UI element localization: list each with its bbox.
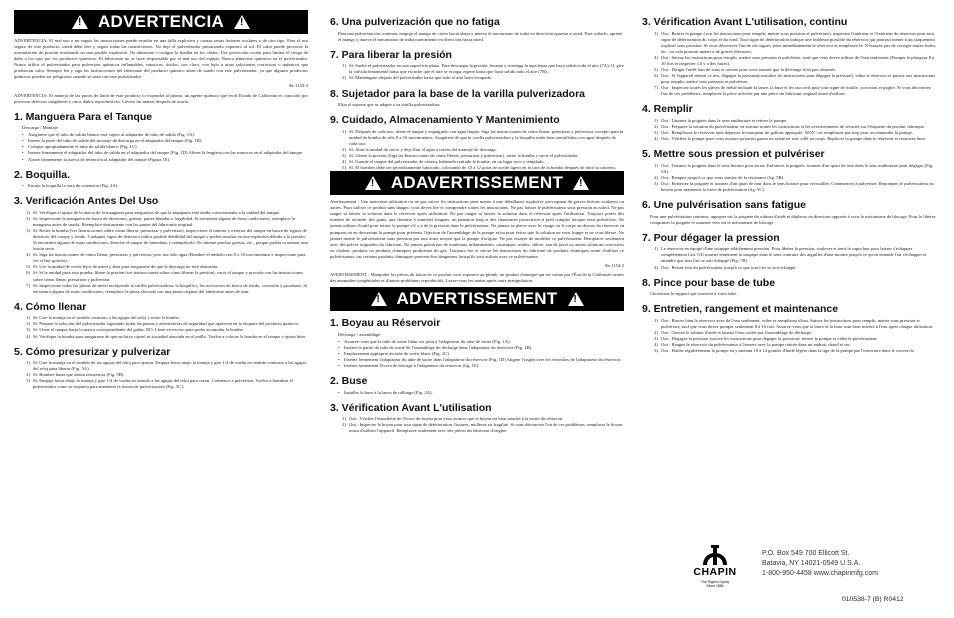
step-text: Sí: Manténgase alejado del pulverizador hasta que todo el aire haya escapado. [349,75,493,81]
step-number: 5) [342,165,346,171]
section-heading: 1. Manguera Para el Tanque [14,110,153,123]
step-item [650,136,938,142]
address-line-3: 1-800-950-4458 www.chapinmfg.com [762,570,878,578]
step-number: 4) [26,333,30,339]
section-heading: 1. Boyau au Réservoir [330,317,441,329]
step-number: 1) [26,209,30,215]
section-heading: 8. Sujetador para la base de la varilla pulverizadora [330,87,586,100]
step-number: 2) [654,329,658,335]
section-heading: 8. Pince pour base de tube [642,276,776,289]
step-number: 2) [26,321,30,327]
document-number: 010538-7 (B) R0412 [842,596,904,603]
step-item [650,55,938,67]
step-text: Oui : Ouvrez le robinet d'arrêt et laissez l'eau couler par l'assemblage de décharge. [661,329,813,335]
step-item [22,270,308,282]
section-heading: 9. Cuidado, Almacenamiento Y Mantenimiento [330,114,560,127]
step-number: 1) [654,317,658,323]
step-text: Oui : Pompez jusqu'à ce que vous sentiez de la résistance (fig. 5B). [661,174,785,180]
step-text: Oui : Remplissez le réservoir sans dépasser le marqueur de gallons approprié. NON : ne remplissez pas trop pour accommoder la pompe. [661,130,913,135]
bullet-item: • Insérez fermement l'adaptateur du tube de sortie dans l'adaptateur du réservoir (Fig. 1D) Aligner l'onglet avec les encoches de l'adaptateur du réservoir. [338,357,624,363]
bullet-list [22,183,308,189]
section-heading: 5. Mettre sous pression et pulvériser [642,148,825,161]
step-list [338,416,624,434]
step-item [338,75,624,81]
step-number: 3) [26,228,30,234]
section-heading: 6. Una pulverización que no fatiga [330,16,500,28]
step-list [338,129,624,171]
step-item [650,348,938,354]
step-item [650,73,938,85]
step-item [650,265,938,271]
section-text: Pour une pulvérisation continue, appuyez sur la poignée du robinet d'arrêt et déplacez en direction opposée à vous le mécanisme de blocage. Pour le libérer, comprimer la poignée et ramener vers soi le mécanisme de blocage. [650,213,937,225]
section-heading: 5. Cómo presurizar y pulverizar [14,345,171,358]
step-item [650,31,938,55]
logo-tagline: The Right to Spray [700,579,730,584]
step-text: Sí: Inspeccione todas las piezas de metal incluyendo la varilla pulverizadora, la boquilla y los accesorios en busca de óxido, corrosión y picaduras. Si encuentra alguna de estas condiciones, reemplace la pieza afectada con una pieza original del fabricante antes de usar. [33,282,308,294]
step-list [338,63,624,81]
step-text: Sí: El bombeo debe ser periódicamente lubricado, colocando de 10 a 12 gotas de aceite ligero en la cara de la bomba después de abrir la cubierta. [349,165,616,171]
exclamation-glyph: ! [370,178,375,190]
section-heading: 2. Buse [330,374,368,387]
step-text: Sí: Verifique la bomba para asegurarse de que no haya cópsel ni suciedad atascada en el anillo. Vuelva a colocar la bomba en el tanque y ajuste bien. [33,333,306,339]
step-number: 3) [654,130,658,135]
logo-wordmark: CHAPIN [693,566,737,578]
step-number: 3) [654,180,658,186]
step-list [650,118,938,142]
step-text: Oui : Retirer la pompe (voir les instructions pour remplir, mettre sous pression et pulvériser), inspectez l'intérieur et l'extérieur du réservoir pour tout signe de détérioration du corps et du fond. Tout signe de détérioration indique une faiblesse possible du réservoir qui pourrait mener à un claquement explosif sous pression. Si vous découvrez l'un de ces signes, jetez immédiatement le réservoir et remplacez-le. N'essayez pas de corriger toutes fuites, etc. car cela pourrait mener à de graves blessures. [661,30,937,54]
step-number: 3) [342,153,346,158]
bullet-item: • Encaje la boquilla la vara de extensión (Fig. 2A). [22,183,308,189]
warning-banner-title: ADVERTISSEMENT [396,288,558,308]
warning-banner [330,287,624,311]
section-heading: 6. Une pulvérisation sans fatigue [642,199,806,212]
step-text: Oui : Tournez la poignée dans le sens horaire pour serrer. Enfoncez la poignée, tournez d'un quart de tour dans le sens antihoraire pour dégager (Fig. 5A). [661,162,934,174]
column-middle [330,10,624,434]
step-text: Oui : Suivez les instructions pour remplir, mettre sous pression et pulvériser, sauf que vous devez utiliser de l'eau seulement (Pomper le plongeur 8 à 10 fois et inspecter s'il y a des fuites). [661,54,935,66]
step-text: Sí: Gire la manija en el sentido de las agujas del reloj para ajustar. Empuje hacia abajo la manija y gire 1/4 de vuelta en sentido contrario a las agujas del reloj para liberar (Fig. 5A). [33,360,307,372]
step-text: Sí: Guarde el tanque del pulverizador de cabeza, habiendo retirado la bomba, en un lugar seco y templado. [349,159,545,165]
step-number: 5) [26,264,30,270]
step-item [650,318,938,330]
step-number: 1) [342,416,346,422]
step-number: 2) [26,372,30,378]
warning-banner [14,10,308,34]
step-text: Sí: Siga las instrucciones de cómo llenar, presurizar y pulverizar, pero use sólo agua (Bombee el émbolo con 8 o 10 movimientos e inspeccione para ver si hay goteras). [33,252,306,264]
step-item [22,216,308,228]
step-text: Sí: Libere la presión (Siga las Instrucciones de cómo liberar, presurizar y pulverizar), retire la bomba y vacíe el pulverizador. [349,153,579,158]
step-item [22,228,308,252]
exclamation-glyph: ! [573,294,577,305]
exclamation-glyph: ! [240,17,244,28]
step-text: Oui : Diriger l'arrêt loin de vous et ouvrez pour vous assurer que la décharge n'est pas obstruée. [661,66,837,72]
warning-triangle-icon [573,176,589,190]
step-text: Oui : Dégagez la pression (suivez les instructions pour dégager la pression), retirez la pompe et videz le pulvérisateur. [661,336,878,342]
step-number: 1) [342,63,346,69]
step-number: 1) [654,117,658,123]
step-list [22,360,308,390]
step-number: 5) [654,66,658,72]
step-list [650,31,938,98]
section-heading: 3. Vérification Avant L'utilisation [330,401,492,414]
section-lead: Décharge / assemblage [338,331,381,337]
step-text: Sí: Llene el tanque hasta la marca correspondiente del galón. NO: Llene en exceso para poder acomodar la bomba. [33,327,244,333]
bullet-item: • Installer la buse à la lance de rallonge (Fig. 2A). [338,390,624,396]
step-text: Oui : Vérifier l'étanchéité de l'écrou du boyau pour vous assurer que le boyau est bien attaché à la sortie du réservoir. [349,416,564,422]
step-number: 2) [654,264,658,270]
exclamation-glyph: ! [77,17,82,28]
section-heading: 9. Entretien, rangement et maintenance [642,303,839,316]
column-french [642,10,938,354]
exclamation-glyph: ! [579,178,583,190]
step-number: 1) [26,360,30,366]
bullet-item: • Assurez-vous que le tube de sortie blanc est joint à l'adaptateur du tube de sortie (Fig. 1A). [338,339,624,345]
step-text: Sí: Si la unidad pasa esta prueba, libere la presión (ver instrucciones sobre cómo liberar la presión), vacíe el tanque y proceda con las instrucciones sobre cómo llenar, presurizar y pulverizar. [33,270,303,282]
step-number: 6) [654,73,658,79]
step-text: Oui : Inspectez toutes les pièces de métal incluant la lance, la buse et les raccords pour tout signe de rouille, corrosion et piqûre. Si vous découvrez l'un de ces problèmes, remplacez la pièce affectée par une pièce du fabricant original avant d'utiliser. [661,85,931,97]
section-heading: 3. Vérification Avant L'utilisation, continu [642,16,848,28]
exclamation-glyph: ! [376,294,380,305]
step-text: Sí: Inspeccione la manguera en busca de desviones, grietas, partes blandas o fragilidad. Si encuentra alguna de estas condiciones, reemplace la manguera antes de usarla. Reemplace únicamente con las partes del fabricante original. [33,215,296,227]
step-text: Sí: Use la unidad de cierre lejos de usted y abra para asegurarse de que la descarga no esté obstruida. [33,264,219,270]
warning-triangle-icon [234,15,250,29]
section-text: Choisissez le support qui convient à votre tube. [650,291,738,297]
step-text: Sí: Empuje hacia abajo la manija y gire 1/4 de vuelta en sentido a las agujas del reloj para cerrar. Comience a pulverizar. Vuelva a bombear el pulverizador como se requiera para mantener la fuerza de pulverización (Fig. 5C). [33,378,294,390]
step-text: Oui : Enfoncez la poignée et tournez d'un quart de tour dans le sens horaire pour verrouiller. Commencez à pulvériser. Repompez le pulvérisateur au besoin pour maintenir la force de pulvérisation (fig. 5C). [661,180,934,192]
step-number: 1) [26,315,30,321]
warning-triangle-icon [365,176,381,190]
bullet-list [338,390,624,396]
warning-triangle-icon [371,292,387,306]
step-text: Le réservoir en équipé d'une soupape relâchement pression. Pour libérer la pression, soulever et tenir le capuchon pour laisser s'échapper complètement l'air. OU tourner lentement la soupape dans le sens contraire des aiguilles d'une montre jusqu'à ce qu'on entende l'air s'échapper et attendre que tout l'air se soit échappé (Fig. 7B). [661,246,927,264]
warning-banner-title: ADAVERTISSEMENT [390,172,564,192]
step-text: Sí: Abra la unidad de cierre y deje fluir el agua a través del montaje de descarga. [349,146,497,152]
step-list [22,315,308,339]
section-lead: Descarga / Montaje [22,125,58,131]
step-text: Oui : Rincez bien le réservoir avec de l'eau seulement, videz et remplissez d'eau. Suivez les instructions pour remplir, mettre sous pression et pulvériser, sauf que vous devez pomper seulement 8 à 10 fois. Assurez-vous que la lance et la buse sont bien rincées à l'eau après chaque utilisation. [661,317,934,329]
step-item [22,378,308,390]
section-heading: 4. Cómo llenar [14,300,87,313]
warning-triangle-icon [72,15,88,29]
step-number: 2) [26,215,30,221]
step-item [22,283,308,295]
step-number: 2) [342,75,346,81]
warning-triangle-icon [568,292,584,306]
step-text: Oui : Préparez la solution du pulvérisateur en suivant toutes les instructions et les avertissements de sécurité sur l'étiquette du produit chimique. [661,123,925,129]
section-text: Para una pulverización continua, empuje el mango de cierre hacia abajo y mueva el mecanismo de traba en dirección opuesta a usted. Para soltarlo, apriete el mango y mueva el mecanismo de traba nuevamente en dirección hacia usted. [338,30,623,42]
prop65-paragraph: AVERTISSEMENT : Manipuler les pièces de laiton de ce produit vous exposera au plomb, un produit chimique qui est connu par l'État de la Californie causer des anomalies congénitales et d'autres problèmes reproductifs. Lavez-vous les mains après toute manipulation. [330,271,624,283]
bullet-item: • Insérez la partie du tube de sortie de l'assemblage de décharge dans l'adaptateur du réservoir (Fig. 1B). [338,345,624,351]
step-number: 5) [654,348,658,354]
step-list [650,318,938,354]
step-number: 6) [26,270,30,276]
warning-paragraph: ADVERTENCIA: El mal uso o no seguir las instrucciones puede resultar en una falla explosiva y causar serias lesiones oculares o de otro tipo. Para el uso seguro de este producto, usted debe leer y seguir todas las instrucciones. No deje el pulverizador presurizado expuesto al sol. El calor puede provocar la acumulación de presión resultando en una posible explosión. No almacene o cuelgue la bomba en los cables. Use protección ocular para limitar el riesgo de daño a los ojos por los productos químicos. El fabricante no se hace responsable por el mal uso del equipo. Nunca almacene químicos en el pulverizador. Nunca utilice el pulverizador para pulverizar químicos inflamables, cáusticos, ácidos, con cloro, con lejía u otras soluciones corrosivas o químicos que produzcan calor. Siempre lea y siga las instrucciones del fabricante del producto químico antes de usarlo con este pulverizador, ya que algunos productos químicos pueden ser peligrosos cuando se usan con este pulverizador. [14,38,308,80]
step-item [338,129,624,147]
step-number: 7) [26,282,30,288]
column-spanish [14,10,308,390]
step-text: Sí: Suelte el pulverizador en una superficie plana. Para descargar la presión, levante y sostenga la tapa hasta que haya salido todo el aire (7A). O, gire la válvula lentamente hasta que escuche que el aire se escapa, espere hasta que haya salido todo el aire (7B). [349,63,624,75]
step-list [22,210,308,295]
step-number: 3) [654,30,658,36]
step-item [650,163,938,175]
warning-code: Sk-1154-2 [604,262,624,268]
step-number: 3) [26,378,30,384]
step-number: 2) [342,422,346,428]
step-item [338,165,624,171]
step-number: 1) [654,246,658,252]
step-item [650,246,938,264]
step-text: Sí: Después de cada uso, drene el tanque y enjuáguelo con agua limpia. Siga las instrucciones de cómo llenar, presurizar y pulverizar, excepto para la unidad de bomba de sólo 8 a 10 movimientos. Asegúrese de que la varilla pulverizadora y la boquilla estén bien atornilladas con agua después de cada uso. [349,128,624,146]
step-item [338,422,624,434]
step-text: Sí: Prepare la solución del pulverizador siguiendo todas las pautas y advertencias de seguridad que aparecen en la etiqueta del producto químico. [33,321,300,327]
step-list [650,246,938,270]
step-number: 2) [342,146,346,152]
address-line-1: P.O. Box 549 700 Ellicott St. [762,550,850,557]
section-text: Elija el soporte que se adapte a su varilla pulverizadora. [338,102,441,108]
section-heading: 3. Verificación Antes Del Uso [14,195,159,208]
step-number: 4) [26,252,30,258]
prop65-paragraph: ADVERTENCIA: El manejo de las partes de latón de este producto lo expondrá al plomo, un agente químico que en el Estado de California es conocido por provocar defectos congénitos y otros daños reproductivos. Lávese las manos después de usarlo. [14,92,308,104]
step-item [650,85,938,97]
warning-banner [330,171,624,195]
step-text: Oui : Huilez régulièrement la pompe en y mettant 10 à 12 gouttes d'huile légère dans la tige de la pompe par l'ouverture dans le couvercle. [661,348,915,354]
step-number: 1) [342,128,346,134]
step-number: 4) [654,136,658,142]
step-text: Oui : Inspecter le boyau pour tout signe de détérioration, fissures, mollesse ou fragilité. Si vous découvrez l'un de ces problèmes, remplacer le boyau avant d'utiliser l'appareil. Remplacez seulement avec des pièces du fabricant d'origine. [349,422,623,434]
step-number: 4) [654,54,658,60]
step-number: 4) [654,342,658,348]
step-item [22,360,308,372]
step-text: Sí: Retire la bomba (ver Instrucciones sobre cómo liberar, presurizar y pulverizar), inspeccione el interior y exterior del tanque en busca de signos de deterioro del cuerpo y fondo. Cualquier signo de deterioro indica posible debilidad del tanque y podría resultar en una explosión debido a la presión. Si encuentra alguna de estas condiciones, deseche el tanque de inmediato y reemplácelo. No intente parchar grietas, etc., porque podría ocasionar una lesión seria. [33,228,308,252]
section-heading: 7. Pour dégager la pression [642,231,780,244]
address-line-2: Batavia, NY 14021-0549 U.S.A. [762,560,861,568]
section-heading: 2. Boquilla. [14,168,71,181]
step-text: Oui : Vérifiez la pompe pour vous assurer qu'aucun gazon ou saleté ne soit collé au corps. Replacez la pompe dans le réservoir et resserrez bien. [661,136,926,142]
warning-paragraph: Avertissement : Une mauvaise utilisation ou ne pas suivre les instructions peut mener à une défaillance explosive provoquant de graves lésions oculaires ou autres. Pour utiliser ce produit sans danger, vous devez lire et comprendre toutes les instructions. Ne pas laisser le pulvérisateur sous pression au soleil. Ne pas ranger ni laisser la solution dans le réservoir après utilisation. Ne pas ranger ni laisser la solution dans le réservoir après l'utilisation. Toujours porter des lunettes de sécurité, des gants, une chemise à manches longues, un pantalon long et des chaussures protectrices à pied complet lorsque vous pulvérisez. Ne jamais utiliser d'outil pour retirer la pompe s'il y a de la pression dans le pulvérisateur. Ne jamais se placer avec le visage ou le corps au-dessus du réservoir en pompant ou en desserrant la pompe pour prévenir l'éjection de l'assemblage de la pompe et/ou pour éviter que la solution ne vous frappe et ne vous blesse. Ne jamais mettre le pulvérisateur sous pression par tout autre moyen que la pompe d'origine. Ne pas essayer de modifier ce pulvérisateur. Remplacer seulement avec des pièces originales du fabricant. Ne jamais pulvériser de matériaux inflammables, caustiques, acides, chlore, eau de javel ou autres solutions corrosives ou chaleur, produits ou produits chimiques produisant du gaz. Toujours lire et suivre les instructions du fabricant de produits chimiques avant d'utiliser ce pulvérisateur, car certains produits chimiques peuvent être dangereux lorsqu'ils sont utilisés avec ce pulvérisateur. [330,199,624,259]
step-item [650,181,938,193]
step-number: 4) [342,159,346,165]
step-text: Oui : Restez loin du pulvérisateur jusqu'à ce que tout l'air se soit échappé. [661,264,797,270]
step-item [22,334,308,340]
bullet-list [338,339,624,369]
step-item [338,63,624,75]
logo-since: Since 1884 [706,584,724,589]
step-text: Sí: Gire la manija en el sentido contrario a las agujas del reloj y retire la bomba. [33,315,180,321]
step-number: 3) [26,327,30,333]
section-heading: 4. Remplir [642,103,693,116]
bullet-item: • Inserte la parte del tubo de salida del montaje de descarga en el adaptador del tanque (Fig. 1B). [22,138,308,144]
chapin-emblem-icon [693,543,737,565]
chapin-logo [690,543,740,588]
bullet-item: • Emplacement approprié du tube de sortie blanc (Fig. 1C). [338,351,624,357]
step-number: 2) [654,174,658,180]
warning-code: Sk-1154-3 [288,83,308,89]
bullet-item: • Asegúrese que el tubo de salida blanco esté sujeto al adaptador de tubo de salida (Fig. 1A). [22,132,308,138]
warning-banner-title: ADVERTENCIA [97,11,225,31]
step-item [22,252,308,264]
bullet-item: • Inserte firmemente el adaptador del tubo de salida en el adaptador del tanque (Fig. 1D) Alinee la lengüeta con las muescas en el adaptador del tanque. [22,150,308,156]
bullet-list [22,132,308,162]
step-text: Sí: Verifique el ajuste de la tuerca de la manguera para asegurarse de que la manguera esté unida correctamente a la unidad del tanque. [33,209,281,215]
footer [690,543,878,588]
step-number: 2) [654,123,658,129]
step-text: Oui : Rangez le réservoir du pulvérisateur à l'envers avec la pompe retirée dans un endroit chaud et sec. [661,342,852,348]
step-list [650,163,938,193]
step-number: 1) [654,162,658,168]
step-text: Sí: Bombee hasta que sienta resistencia (Fig. 5B). [33,372,125,378]
step-text: Oui : Tournez la poignée dans le sens antihoraire et retirez la pompe. [661,117,788,123]
step-number: 3) [654,336,658,342]
section-heading: 7. Para liberar la presión [330,48,452,61]
bullet-item: • Ajuste firmemente la tuerca de retención al adaptador del tanque (Figura 1E). [22,157,308,163]
bullet-item: • Insérez fermement l'écrou de blocage à l'adaptateur du réservoir (fig. 1E). [338,363,624,369]
bullet-item: • Coloque apropiadamente el tubo de salida blanco (Fig. 1C). [22,144,308,150]
step-text: Oui : Si l'appareil réussit ce test, dégagez la pression(consultez les instructions pour dégager la pression), videz le réservoir et passez aux instructions pour remplir, mettre sous pression et pulvériser. [661,73,936,85]
address-block [762,549,878,579]
step-number: 7) [654,85,658,91]
